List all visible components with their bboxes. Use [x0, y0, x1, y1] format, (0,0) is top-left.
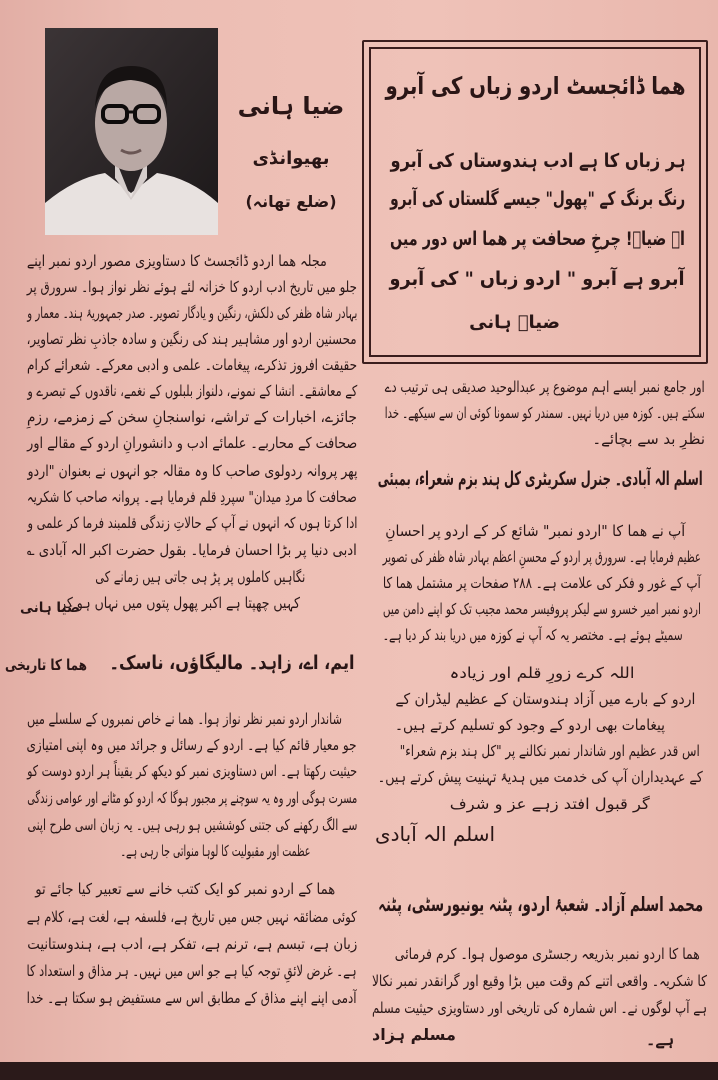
body-text-line-text: مجلہ ھما اردو ڈائجسٹ کا دستاویزی مصور اردو نمبر اپنے [27, 252, 327, 270]
body-text-line-text: ہے۔ [645, 1030, 675, 1049]
poem-verse [390, 228, 685, 254]
body-text-line-text: سمیٹے ہوئے ہے۔ مختصر یہ کہ آپ نے کوزہ میں دریا بند کر دیا ہے۔ [383, 626, 683, 644]
body-text-line [4, 656, 107, 682]
section-heading-azad-text: محمد اسلم آزاد۔ شعبۂ اردو، پٹنہ یونیورسٹی، پٹنہ [378, 892, 703, 916]
body-text-line [378, 768, 703, 794]
body-text-line-text: اردو کے بارے میں آزاد ہندوستان کے عظیم لیڈران کے [395, 690, 695, 708]
verse-line-text: گر قبول افتد زہے عز و شرف [450, 795, 650, 813]
body-text-line-text: اردو نمبر امیر خسرو سے لیکر پروفیسر محمد مجیب تک کو اپنے دامن میں [383, 600, 701, 618]
body-text-line [383, 626, 683, 652]
signature-zia-hani [19, 600, 82, 626]
body-text-line-text: صحافت کے محاربے۔ علمائے ادب و دانشورانِ اردو کے مقالے اور [27, 434, 357, 452]
body-text-line-text: سے الگ رکھنے کی جتنی کوششیں ہو رہی ہیں۔ یہ زبان اسی طرح اپنی [27, 816, 357, 834]
body-text-line-text: ھما کا تاریخی [4, 656, 87, 674]
profile-district: (ضلع تھانہ) [245, 192, 337, 211]
verse-line [450, 795, 650, 821]
poem-signature-text: ضیاؔ ہانی [469, 312, 560, 333]
body-text-line-text: کا شکریہ۔ واقعی اتنے کم وقت میں بڑا وقیع اور گرانقدر نمبر نکالا [372, 972, 707, 990]
body-text-line-text: اس قدر عظیم اور شاندار نمبر نکالنے پر "کل ہند بزم شعراء" [400, 742, 700, 760]
body-text-line-text: ادبی دنیا پر بڑا احسان فرمایا۔ بقول حضرت اکبر الہ آبادی ؎ [27, 541, 357, 559]
body-text-line [395, 690, 695, 716]
body-text-line-text: جائزے، اخبارات کے تراشے، نواسنجانِ سخن کے زمزمے، رزمِ [27, 408, 357, 426]
verse-line-text: اللہ کرے زورِ قلم اور زیادہ [450, 664, 635, 682]
body-text-line-text: پیغامات بھی اردو کے وجود کو تسلیم کرتے ہیں۔ [395, 716, 665, 734]
body-text-line-text: جو معیار قائم کیا ہے۔ اردو کے رسائل و جرائد میں وہ اپنی امتیازی [27, 736, 357, 754]
body-text-line [395, 945, 700, 971]
body-text-line-text: عظیم فرمایا ہے۔ سرورق پر اردو کے محسنِ اعظم بہادر شاہ ظفر کی تصویر [383, 548, 701, 566]
body-text-line-text: بہادر شاہ ظفر کی دلکش، رنگین و یادگار تصویر۔ صدر جمہوریۂ ہند۔ معمار و [27, 304, 357, 322]
body-text-line-text: مسرت ہوگی اور وہ یہ سوچنے پر مجبور ہوگا کہ اردو کو مٹانے اور عوامی زندگی [27, 789, 357, 807]
signature-muslim [372, 1025, 462, 1051]
body-text-line [27, 514, 357, 540]
body-text-line [640, 1030, 680, 1056]
section-heading-aslam-text: اسلم الہ آبادی۔ جنرل سکریٹری کل ہند بزم شعراء، بمبئی [378, 468, 703, 490]
verse-line [450, 664, 635, 690]
author-portrait-photo [45, 28, 218, 235]
body-text-line-text: ھما کے اردو نمبر کو ایک کتب خانے سے تعبیر کیا جائے تو [35, 880, 335, 898]
body-text-line-text: جلو میں تاریخ ادب اردو کا خزانہ لئے ہوئے نظر نواز ہوا۔ سرورق پر [27, 278, 357, 296]
profile-name: ضیا ہانی [237, 92, 345, 120]
poem-box-title-text: ھما ڈائجسٹ اردو زباں کی آبرو [385, 72, 685, 100]
body-text-line-text: کے عہدیداران آپ کی خدمت میں ہدیۂ تہنیت پیش کرتے ہیں۔ [378, 768, 703, 786]
body-text-line [383, 600, 701, 626]
body-text-line-text: ھما کا اردو نمبر بذریعہ رجسٹری موصول ہوا۔ کرم فرمائی [395, 945, 700, 963]
body-text-line-text: حیثیت رکھتا ہے۔ اس دستاویزی نمبر کو دیکھ کر یقیناً ہر اردو دوست کو [27, 762, 357, 780]
body-text-line-text: سکتے ہیں۔ کوزہ میں دریا نہیں۔ سمندر کو سمونا کوئی ان سے سیکھے۔ خدا [385, 404, 705, 422]
body-text-line-text: کے معاشقے۔ انشا کے نمونے، دلنواز بلبلوں کے نغمے، ناقدوں کے تبصرے و [27, 382, 357, 400]
body-text-line-text: ہے۔ غرض لائقِ توجہ کیا ہے جو اس میں نہیں۔ ہر مذاق و استعداد کا [27, 962, 357, 980]
body-text-line-text: آپ کے غور و فکر کی علامت ہے۔ ۲۸۸ صفحات پر مشتمل ھما کا [383, 574, 701, 592]
body-text-line [27, 434, 357, 460]
couplet-line [95, 568, 305, 594]
body-text-line [27, 816, 357, 842]
signature-zia-hani-text: ضیا ہانی [19, 600, 80, 616]
body-text-line [27, 789, 357, 815]
body-text-line [27, 762, 357, 788]
signature-aslam-text: اسلم الہ آبادی [375, 822, 496, 846]
body-text-line [27, 278, 357, 304]
poem-signature [440, 312, 560, 338]
body-text-line [383, 574, 701, 600]
body-text-line-text: کوئی مضائقہ نہیں جس میں تاریخ ہے، فلسفہ ہے، لغت ہے، کلام ہے [27, 908, 357, 926]
body-text-line-text: نظرِ بد سے بچائے۔ [592, 430, 705, 448]
body-text-line [120, 842, 310, 868]
poem-box-title [385, 72, 685, 98]
section-heading-aslam [378, 468, 703, 494]
page-footer-strip [0, 1062, 718, 1080]
body-text-line-text: شاندار اردو نمبر نظر نواز ہوا۔ ھما نے خاص نمبروں کے سلسلے میں [27, 710, 342, 728]
body-text-line [372, 999, 707, 1025]
body-text-line-text: آپ نے ھما کا "اردو نمبر" شائع کر کے اردو پر احسانِ [385, 522, 685, 540]
body-text-line-text: ہے آپ لوگوں نے۔ اس شمارہ کی تاریخی اور دستاویزی حیثیت مسلم [372, 999, 707, 1017]
body-text-line [27, 710, 342, 736]
body-text-line-text: اور جامع نمبر ایسے اہم موضوع پر عبدالوحید صدیقی ہی ترتیب دے [385, 378, 705, 396]
body-text-line [560, 430, 705, 456]
body-text-line [385, 404, 705, 430]
body-text-line [400, 742, 700, 768]
poem-verse-text: اے ضیاؔ! چرخِ صحافت پر ھما اس دور میں [390, 228, 685, 250]
body-text-line-text: محسنین اردو اور مشاہیر ہند کی رنگین و سادہ جاذبِ نظر تصاویر، [27, 330, 357, 348]
poem-verse-text: آبرو ہے آبرو " اردو زباں " کی آبرو [390, 268, 685, 290]
body-text-line [383, 548, 701, 574]
body-text-line-text: حقیقت افروز تذکرے، پیغامات۔ علمی و ادبی معرکے۔ شعرائے کرام [27, 356, 357, 374]
poem-verse [390, 188, 685, 214]
body-text-line-text: آدمی اپنے اپنے مذاق کے مطابق اس سے مستفیض ہو سکتا ہے۔ خدا [27, 989, 357, 1007]
body-text-line-text: صحافت کا مردِ میدان" سپردِ قلم فرمایا ہے۔ پروانہ صاحب کا شکریہ [27, 488, 357, 506]
body-text-line [395, 716, 665, 742]
body-text-line [27, 304, 357, 330]
body-text-line [27, 252, 327, 278]
body-text-line [372, 972, 707, 998]
couplet-line-text: نگاہیں کاملوں پر پڑ ہی جاتی ہیں زمانے کی [95, 568, 305, 586]
body-text-line [27, 488, 357, 514]
poem-verse [390, 150, 685, 176]
body-text-line-text: عظمت اور مقبولیت کا لوہا منواتی جا رہی ہے۔ [120, 842, 310, 860]
body-text-line-text: پھر پروانہ ردولوی صاحب کا وہ مقالہ جو انہوں نے بعنوان "اردو [27, 462, 357, 480]
body-text-line-text: ادا کرتا ہوں کہ انہوں نے آپ کے حالاتِ زندگی قلمبند فرما کر علمی و [27, 514, 357, 532]
body-text-line [27, 935, 357, 961]
profile-place: بھیوانڈی [252, 148, 330, 169]
body-text-line-text: زبان ہے، تبسم ہے، ترنم ہے، تفکر ہے، ادب ہے، ہندوستانیت [27, 935, 357, 953]
section-heading-azad [378, 892, 703, 918]
poem-verse-text: رنگ برنگ کے "پھول" جیسے گلستاں کی آبرو [390, 188, 685, 210]
body-text-line [385, 522, 685, 548]
signature-muslim-text: مسلم ہزاد [372, 1025, 456, 1044]
body-text-line [27, 736, 357, 762]
poem-verse [390, 268, 685, 294]
section-heading-zahid [110, 652, 355, 678]
signature-aslam [375, 822, 555, 848]
body-text-line [385, 378, 705, 404]
poem-verse-text: ہر زباں کا ہے ادب ہندوستاں کی آبرو [390, 150, 685, 172]
section-heading-zahid-text: ایم، اے، زاہد۔ مالیگاؤں، ناسک۔ [110, 652, 355, 674]
body-text-line [27, 330, 357, 356]
couplet-line-text: کہیں چھپتا ہے اکبر پھول پتوں میں نہاں ہو کر [60, 594, 300, 612]
